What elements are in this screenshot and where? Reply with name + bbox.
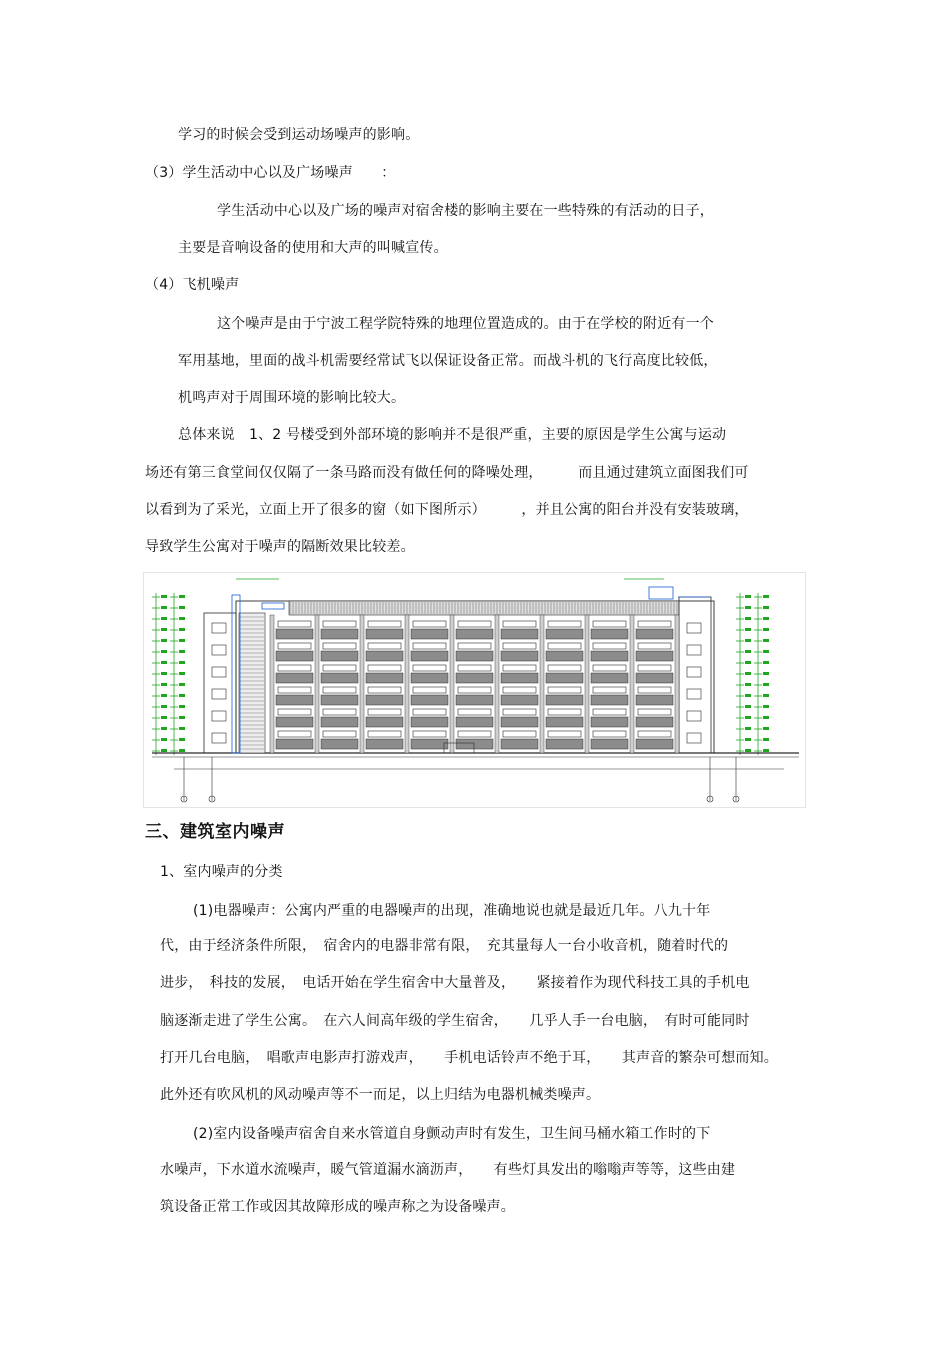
balcony-panel [636, 651, 673, 661]
dimension-mark [161, 738, 167, 741]
window [278, 731, 311, 737]
dimension-mark [763, 650, 769, 653]
dimension-mark [745, 628, 751, 631]
dimension-mark [161, 595, 167, 598]
pilaster [450, 615, 454, 753]
window [638, 709, 671, 715]
stair-window [212, 645, 226, 655]
balcony-panel [501, 739, 538, 749]
window [638, 687, 671, 693]
stair-window [687, 667, 701, 677]
dimension-mark [179, 606, 185, 609]
text-line: 此外还有吹风机的风动噪声等不一而足，以上归结为电器机械类噪声。 [160, 1087, 601, 1103]
dimension-mark [161, 705, 167, 708]
dimension-mark [745, 661, 751, 664]
pilaster [405, 615, 409, 753]
balcony-panel [591, 739, 628, 749]
dimension-mark [745, 617, 751, 620]
balcony-panel [546, 717, 583, 727]
window [548, 687, 581, 693]
dimension-mark [763, 727, 769, 730]
window [368, 665, 401, 671]
balcony-panel [636, 673, 673, 683]
window [278, 643, 311, 649]
balcony-panel [276, 629, 313, 639]
dimension-mark [161, 683, 167, 686]
balcony-panel [501, 673, 538, 683]
text-line: 打开几台电脑， 唱歌声电影声打游戏声， 手机电话铃声不绝于耳， 其声音的繁杂可想而知。 [160, 1050, 778, 1066]
dimension-mark [161, 727, 167, 730]
dimension-mark [745, 683, 751, 686]
dimension-mark [745, 749, 751, 752]
dimension-mark [161, 617, 167, 620]
window [278, 687, 311, 693]
stair-window [212, 711, 226, 721]
dimension-mark [745, 672, 751, 675]
dimension-mark [763, 606, 769, 609]
dimension-mark [745, 705, 751, 708]
balcony-panel [546, 651, 583, 661]
balcony-panel [411, 717, 448, 727]
window [548, 621, 581, 627]
text-line: (2)室内设备噪声宿舍自来水管道自身颤动声时有发生，卫生间马桶水箱工作时的下 [193, 1126, 711, 1142]
text-line: 水噪声，下水道水流噪声，暖气管道漏水滴沥声， 有些灯具发出的嗡嗡声等等，这些由建 [160, 1162, 736, 1178]
stair-tower [204, 613, 236, 753]
balcony-panel [546, 629, 583, 639]
dimension-mark [179, 716, 185, 719]
pilaster [495, 615, 499, 753]
balcony-panel [276, 695, 313, 705]
dimension-mark [179, 705, 185, 708]
dimension-mark [745, 694, 751, 697]
window [278, 709, 311, 715]
balcony-panel [321, 651, 358, 661]
window [548, 731, 581, 737]
balcony-panel [636, 739, 673, 749]
dimension-mark [179, 727, 185, 730]
balcony-panel [456, 673, 493, 683]
stair-window [212, 667, 226, 677]
window [323, 709, 356, 715]
balcony-panel [636, 695, 673, 705]
window [368, 687, 401, 693]
dimension-mark [763, 628, 769, 631]
dimension-mark [179, 694, 185, 697]
window [593, 687, 626, 693]
text-line: 代，由于经济条件所限， 宿舍内的电器非常有限， 充其量每人一台小收音机，随着时代的 [160, 938, 729, 954]
window [278, 665, 311, 671]
window [458, 709, 491, 715]
window [413, 731, 446, 737]
building-elevation-figure [143, 572, 806, 808]
window [413, 709, 446, 715]
balcony-panel [276, 673, 313, 683]
stair-window [212, 733, 226, 743]
pilaster [540, 615, 544, 753]
dimension-mark [161, 716, 167, 719]
balcony-panel [321, 629, 358, 639]
window [503, 709, 536, 715]
subheading: （4）飞机噪声 [145, 277, 240, 293]
dimension-mark [161, 639, 167, 642]
text-line: 军用基地，里面的战斗机需要经常试飞以保证设备正常。而战斗机的飞行高度比较低， [178, 353, 718, 369]
text-line: 学习的时候会受到运动场噪声的影响。 [178, 127, 420, 143]
window [593, 665, 626, 671]
dimension-mark [763, 683, 769, 686]
dimension-mark [763, 661, 769, 664]
balcony-panel [546, 695, 583, 705]
window [548, 643, 581, 649]
dimension-mark [161, 606, 167, 609]
window [503, 665, 536, 671]
dimension-mark [161, 650, 167, 653]
text-line: 机鸣声对于周围环境的影响比较大。 [178, 390, 406, 406]
window [503, 643, 536, 649]
dimension-mark [763, 749, 769, 752]
dimension-mark [763, 738, 769, 741]
dimension-mark [161, 628, 167, 631]
balcony-panel [366, 629, 403, 639]
window [368, 731, 401, 737]
stair-window [687, 623, 701, 633]
roof-band [289, 601, 679, 615]
pilaster [675, 615, 679, 753]
balcony-panel [456, 629, 493, 639]
dimension-mark [161, 661, 167, 664]
dimension-mark [763, 705, 769, 708]
window [593, 621, 626, 627]
window [323, 687, 356, 693]
text-line: (1)电器噪声：公寓内严重的电器噪声的出现，准确地说也就是最近几年。八九十年 [193, 903, 711, 919]
text-line: 筑设备正常工作或因其故障形成的噪声称之为设备噪声。 [160, 1199, 515, 1215]
text-line: 场还有第三食堂间仅仅隔了一条马路而没有做任何的降噪处理， 而且通过建筑立面图我们可 [145, 465, 749, 481]
pilaster [270, 615, 274, 753]
window [458, 731, 491, 737]
window [638, 731, 671, 737]
window [638, 665, 671, 671]
text-line: 总体来说 1、2 号楼受到外部环境的影响并不是很严重，主要的原因是学生公寓与运动 [178, 427, 727, 443]
balcony-panel [456, 651, 493, 661]
subheading: 1、室内噪声的分类 [160, 864, 283, 880]
window [323, 731, 356, 737]
stair-window [687, 711, 701, 721]
dimension-mark [763, 639, 769, 642]
balcony-panel [411, 629, 448, 639]
balcony-panel [456, 695, 493, 705]
balcony-panel [321, 739, 358, 749]
balcony-panel [591, 717, 628, 727]
pilaster [315, 615, 319, 753]
stair-window [212, 623, 226, 633]
dimension-mark [763, 672, 769, 675]
dimension-mark [745, 606, 751, 609]
balcony-panel [411, 739, 448, 749]
text-line: 以看到为了采光，立面上开了很多的窗（如下图所示） ，并且公寓的阳台并没有安装玻璃， [145, 502, 749, 518]
balcony-panel [636, 629, 673, 639]
balcony-panel [546, 673, 583, 683]
balcony-panel [501, 629, 538, 639]
dimension-mark [179, 617, 185, 620]
window [548, 665, 581, 671]
dimension-mark [179, 650, 185, 653]
stair-window [687, 689, 701, 699]
balcony-panel [411, 695, 448, 705]
window [413, 687, 446, 693]
text-line: 进步， 科技的发展， 电话开始在学生宿舍中大量普及， 紧接着作为现代科技工具的手机电 [160, 975, 750, 991]
window [593, 643, 626, 649]
window [458, 665, 491, 671]
window [548, 709, 581, 715]
balcony-panel [321, 673, 358, 683]
stair-screen [239, 613, 265, 753]
text-line: 导致学生公寓对于噪声的隔断效果比较差。 [145, 539, 415, 555]
window [593, 731, 626, 737]
window [503, 687, 536, 693]
balcony-panel [276, 739, 313, 749]
window [593, 709, 626, 715]
balcony-panel [366, 673, 403, 683]
dimension-mark [745, 738, 751, 741]
dimension-mark [745, 639, 751, 642]
balcony-panel [456, 739, 493, 749]
dimension-mark [763, 617, 769, 620]
accent-label [262, 603, 284, 609]
balcony-panel [411, 651, 448, 661]
window [368, 621, 401, 627]
dimension-mark [745, 716, 751, 719]
dimension-mark [179, 628, 185, 631]
dimension-mark [763, 694, 769, 697]
dimension-mark [161, 749, 167, 752]
window [413, 665, 446, 671]
section-heading: 三、建筑室内噪声 [145, 822, 285, 842]
pilaster [630, 615, 634, 753]
text-line: 这个噪声是由于宁波工程学院特殊的地理位置造成的。由于在学校的附近有一个 [217, 316, 714, 332]
dimension-mark [745, 595, 751, 598]
window [368, 643, 401, 649]
balcony-panel [321, 695, 358, 705]
window [503, 621, 536, 627]
dimension-mark [745, 650, 751, 653]
dimension-mark [161, 672, 167, 675]
pilaster [360, 615, 364, 753]
stair-window [687, 645, 701, 655]
elevation-drawing [144, 573, 805, 807]
stair-window [212, 689, 226, 699]
stair-window [687, 733, 701, 743]
window [638, 621, 671, 627]
balcony-panel [591, 629, 628, 639]
balcony-panel [321, 717, 358, 727]
text-line: 主要是音响设备的使用和大声的叫喊宣传。 [178, 240, 448, 256]
window [323, 621, 356, 627]
window [413, 643, 446, 649]
dimension-mark [179, 595, 185, 598]
balcony-panel [501, 651, 538, 661]
dimension-mark [745, 727, 751, 730]
window [458, 687, 491, 693]
dimension-mark [179, 661, 185, 664]
balcony-panel [411, 673, 448, 683]
balcony-panel [546, 739, 583, 749]
dimension-mark [179, 738, 185, 741]
balcony-panel [456, 717, 493, 727]
window [278, 621, 311, 627]
balcony-panel [501, 717, 538, 727]
accent-roof-box [649, 587, 673, 599]
dimension-mark [161, 694, 167, 697]
text-line: 脑逐渐走进了学生公寓。 在六人间高年级的学生宿舍， 几乎人手一台电脑， 有时可能同时 [160, 1013, 750, 1029]
balcony-panel [501, 695, 538, 705]
window [458, 643, 491, 649]
balcony-panel [366, 739, 403, 749]
balcony-panel [591, 695, 628, 705]
window [413, 621, 446, 627]
window [458, 621, 491, 627]
window [323, 665, 356, 671]
dimension-mark [763, 716, 769, 719]
balcony-panel [276, 651, 313, 661]
dimension-mark [179, 749, 185, 752]
balcony-panel [591, 673, 628, 683]
balcony-panel [366, 717, 403, 727]
dimension-mark [179, 672, 185, 675]
text-line: 学生活动中心以及广场的噪声对宿舍楼的影响主要在一些特殊的有活动的日子， [217, 203, 714, 219]
subheading: （3）学生活动中心以及广场噪声 ： [145, 165, 396, 181]
balcony-panel [366, 695, 403, 705]
balcony-panel [366, 651, 403, 661]
window [368, 709, 401, 715]
balcony-panel [591, 651, 628, 661]
window [323, 643, 356, 649]
dimension-mark [179, 639, 185, 642]
pilaster [585, 615, 589, 753]
window [638, 643, 671, 649]
dimension-mark [763, 595, 769, 598]
balcony-panel [636, 717, 673, 727]
window [503, 731, 536, 737]
dimension-mark [179, 683, 185, 686]
balcony-panel [276, 717, 313, 727]
